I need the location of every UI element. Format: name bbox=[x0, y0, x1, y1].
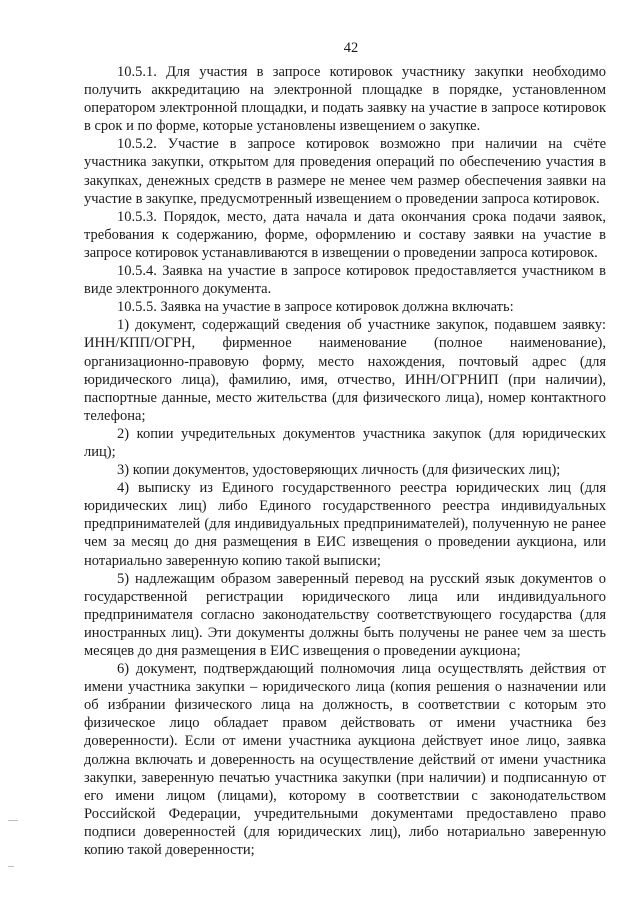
paragraph-10-5-1: 10.5.1. Для участия в запросе котировок участнику закупки необходимо получить аккредитацию на электронной площадке в порядке, установленном оператором электронной площадки, и подать заявку на участие в запросе котировок в срок и по форме, которые установлены извещением о закупке. bbox=[84, 64, 606, 135]
paragraph-10-5-4: 10.5.4. Заявка на участие в запросе котировок предоставляется участником в виде электронного документа. bbox=[84, 263, 606, 298]
page-number: 42 bbox=[343, 40, 359, 56]
list-item-1: 1) документ, содержащий сведения об участнике закупок, подавшем заявку: ИНН/КПП/ОГРН, фирменное наименование (полное наименование), организационно-правовую форму, место нахождения, почтовый адрес (для юридического лица), фамилию, имя, отчество, ИНН/ОГРНИП (при наличии), паспортные данные, место жительства (для физического лица), номер контактного телефона; bbox=[84, 317, 606, 424]
list-item-2: 2) копии учредительных документов участника закупок (для юридических лиц); bbox=[84, 425, 606, 460]
list-item-5: 5) надлежащим образом заверенный перевод на русский язык документов о государственной регистрации юридического лица или индивидуального предпринимателя согласно законодательству соответствующего государства (для иностранных лиц). Эти документы должны быть получены не ранее чем за шесть месяцев до дня размещения в ЕИС извещения о проведении аукциона; bbox=[84, 570, 606, 659]
paragraph-10-5-2: 10.5.2. Участие в запросе котировок возможно при наличии на счёте участника закупки, открытом для проведения операций по обеспечению участия в закупках, денежных средств в размере не менее чем размер обеспечения заявки на участие в закупке, предусмотренный извещением о проведении запроса котировок. bbox=[84, 136, 606, 207]
list-item-4: 4) выписку из Единого государственного реестра юридических лиц (для юридических лиц) либо Единого государственного реестра индивидуальных предпринимателей (для индивидуальных предпринимателей), полученную не ранее чем за месяц до дня размещения в ЕИС извещения о проведении аукциона, или нотариально заверенную копию такой выписки; bbox=[84, 480, 606, 569]
scan-margin-mark bbox=[8, 820, 18, 821]
scan-margin-mark bbox=[8, 866, 14, 867]
list-item-3: 3) копии документов, удостоверяющих личность (для физических лиц); bbox=[117, 462, 561, 479]
document-body bbox=[84, 63, 606, 859]
list-item-6: 6) документ, подтверждающий полномочия лица осуществлять действия от имени участника закупки – юридического лица (копия решения о назначении или об избрании физического лица на должность, в соответствии с которым это физическое лицо обладает правом действовать от имени участника без доверенности). Если от имени участника аукциона действует иное лицо, заявка должна включать и доверенность на осуществление действий от имени участника закупки, заверенную печатью участника закупки (при наличии) и подписанную от его имени лицом (лицами), которому в соответствии с законодательством Российской Федерации, учредительными документами предоставлено право подписи доверенностей (для юридических лиц), либо нотариально заверенную копию такой доверенности; bbox=[84, 661, 606, 859]
paragraph-10-5-3: 10.5.3. Порядок, место, дата начала и дата окончания срока подачи заявок, требования к содержанию, форме, оформлению и составу заявки на участие в запросе котировок устанавливаются в извещении о проведении запроса котировок. bbox=[84, 208, 606, 261]
paragraph-10-5-5: 10.5.5. Заявка на участие в запросе котировок должна включать: bbox=[117, 299, 514, 316]
